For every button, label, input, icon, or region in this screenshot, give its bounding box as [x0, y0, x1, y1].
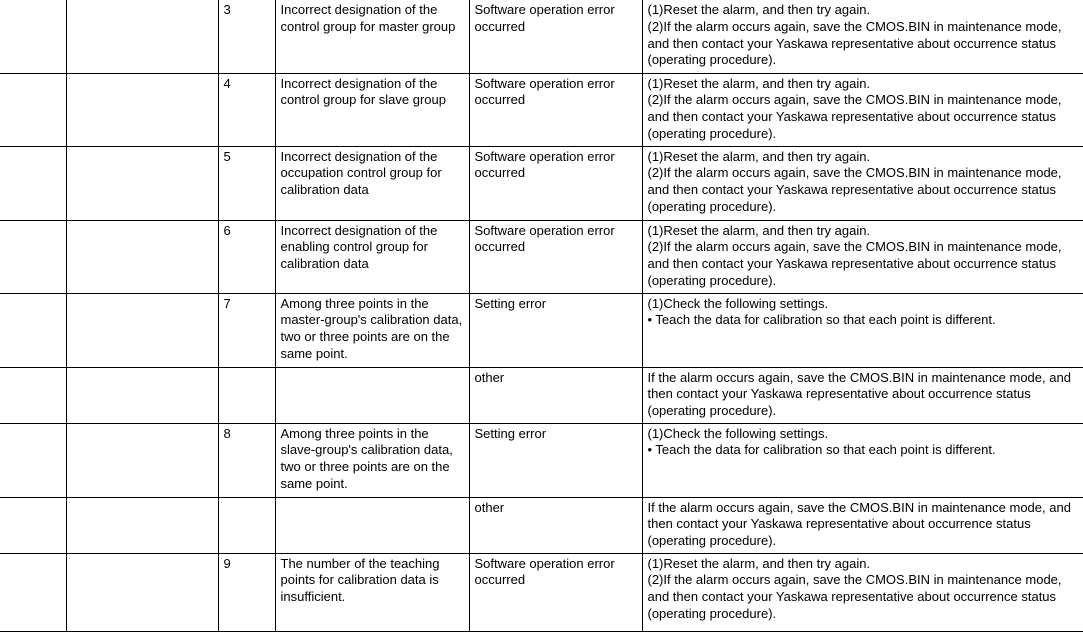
- remedy-cell: [642, 553, 1083, 631]
- table-row: [0, 0, 1083, 73]
- remedy-cell: [642, 497, 1083, 553]
- remedy-line: (1)Reset the alarm, and then try again.: [647, 75, 871, 91]
- cause-cell: Incorrect designation of the control group for slave group: [275, 73, 469, 146]
- remedy-cell: [642, 293, 1083, 367]
- sub-code-cell: 5: [218, 146, 275, 220]
- table-row: [0, 423, 1083, 497]
- empty-cell: [66, 497, 218, 553]
- sub-code-cell: 7: [218, 293, 275, 367]
- remedy-line: • Teach the data for calibration so that each point is different.: [647, 312, 996, 328]
- table-row: [0, 367, 1083, 423]
- remedy-line: (1)Reset the alarm, and then try again.: [647, 2, 871, 17]
- empty-cell: [0, 73, 66, 146]
- sub-code-cell: [218, 497, 275, 553]
- cause-cell: Among three points in the slave-group's calibration data, two or three points are on the same point.: [275, 423, 469, 497]
- sub-code-cell: 6: [218, 220, 275, 293]
- remedy-line: • Teach the data for calibration so that each point is different.: [647, 442, 996, 458]
- empty-cell: [0, 367, 66, 423]
- remedy-line: (2)If the alarm occurs again, save the CMOS.BIN in maintenance mode, and then contact your Yaskawa representative about occurrence status (operating procedure).: [647, 18, 1062, 68]
- remedy-line: (2)If the alarm occurs again, save the CMOS.BIN in maintenance mode, and then contact your Yaskawa representative about occurrence status (operating procedure).: [647, 572, 1062, 621]
- remedy-line: (1)Check the following settings.: [647, 425, 829, 441]
- remedy-cell: [642, 220, 1083, 293]
- sub-code-cell: [218, 367, 275, 423]
- remedy-line: If the alarm occurs again, save the CMOS.BIN in maintenance mode, and then contact your Yaskawa representative about occurrence status (operating procedure).: [647, 499, 1071, 549]
- remedy-line: (2)If the alarm occurs again, save the CMOS.BIN in maintenance mode, and then contact your Yaskawa representative about occurrence status (operating procedure).: [647, 239, 1062, 288]
- empty-cell: [66, 423, 218, 497]
- table-row: [0, 220, 1083, 293]
- remedy-cell: [642, 73, 1083, 146]
- remedy-line: (1)Check the following settings.: [647, 295, 829, 311]
- sub-code-cell: 9: [218, 553, 275, 631]
- empty-cell: [0, 293, 66, 367]
- empty-cell: [66, 146, 218, 220]
- remedy-line: (1)Reset the alarm, and then try again.: [647, 222, 871, 238]
- cause-cell: Incorrect designation of the control group for master group: [275, 0, 469, 73]
- empty-cell: [0, 497, 66, 553]
- empty-cell: [66, 73, 218, 146]
- type-cell: Software operation error occurred: [469, 553, 642, 631]
- cause-cell: The number of the teaching points for calibration data is insufficient.: [275, 553, 469, 631]
- type-cell: Software operation error occurred: [469, 73, 642, 146]
- table-row: [0, 553, 1083, 631]
- empty-cell: [66, 0, 218, 73]
- empty-cell: [0, 220, 66, 293]
- empty-cell: [0, 0, 66, 73]
- type-cell: Software operation error occurred: [469, 0, 642, 73]
- type-cell: Software operation error occurred: [469, 146, 642, 220]
- sub-code-cell: 8: [218, 423, 275, 497]
- type-cell: other: [469, 497, 642, 553]
- remedy-line: (2)If the alarm occurs again, save the CMOS.BIN in maintenance mode, and then contact your Yaskawa representative about occurrence status (operating procedure).: [647, 165, 1062, 214]
- remedy-cell: [642, 423, 1083, 497]
- cause-cell: [275, 497, 469, 553]
- remedy-cell: [642, 146, 1083, 220]
- cause-cell: [275, 367, 469, 423]
- empty-cell: [66, 220, 218, 293]
- type-cell: other: [469, 367, 642, 423]
- table-row: [0, 73, 1083, 146]
- cause-cell: Among three points in the master-group's calibration data, two or three points are on the same point.: [275, 293, 469, 367]
- remedy-cell: [642, 0, 1083, 73]
- type-cell: Software operation error occurred: [469, 220, 642, 293]
- empty-cell: [66, 367, 218, 423]
- type-cell: Setting error: [469, 423, 642, 497]
- remedy-line: (1)Reset the alarm, and then try again.: [647, 555, 871, 571]
- sub-code-cell: 4: [218, 73, 275, 146]
- cause-cell: Incorrect designation of the enabling control group for calibration data: [275, 220, 469, 293]
- type-cell: Setting error: [469, 293, 642, 367]
- cause-cell: Incorrect designation of the occupation control group for calibration data: [275, 146, 469, 220]
- empty-cell: [0, 146, 66, 220]
- sub-code-cell: 3: [218, 0, 275, 73]
- empty-cell: [0, 423, 66, 497]
- table-row: [0, 146, 1083, 220]
- remedy-line: If the alarm occurs again, save the CMOS.BIN in maintenance mode, and then contact your Yaskawa representative about occurrence status (operating procedure).: [647, 369, 1071, 419]
- remedy-line: (1)Reset the alarm, and then try again.: [647, 148, 871, 164]
- remedy-cell: [642, 367, 1083, 423]
- empty-cell: [66, 293, 218, 367]
- empty-cell: [0, 553, 66, 631]
- remedy-line: (2)If the alarm occurs again, save the CMOS.BIN in maintenance mode, and then contact your Yaskawa representative about occurrence status (operating procedure).: [647, 92, 1062, 141]
- table-row: [0, 497, 1083, 553]
- table-row: [0, 293, 1083, 367]
- empty-cell: [66, 553, 218, 631]
